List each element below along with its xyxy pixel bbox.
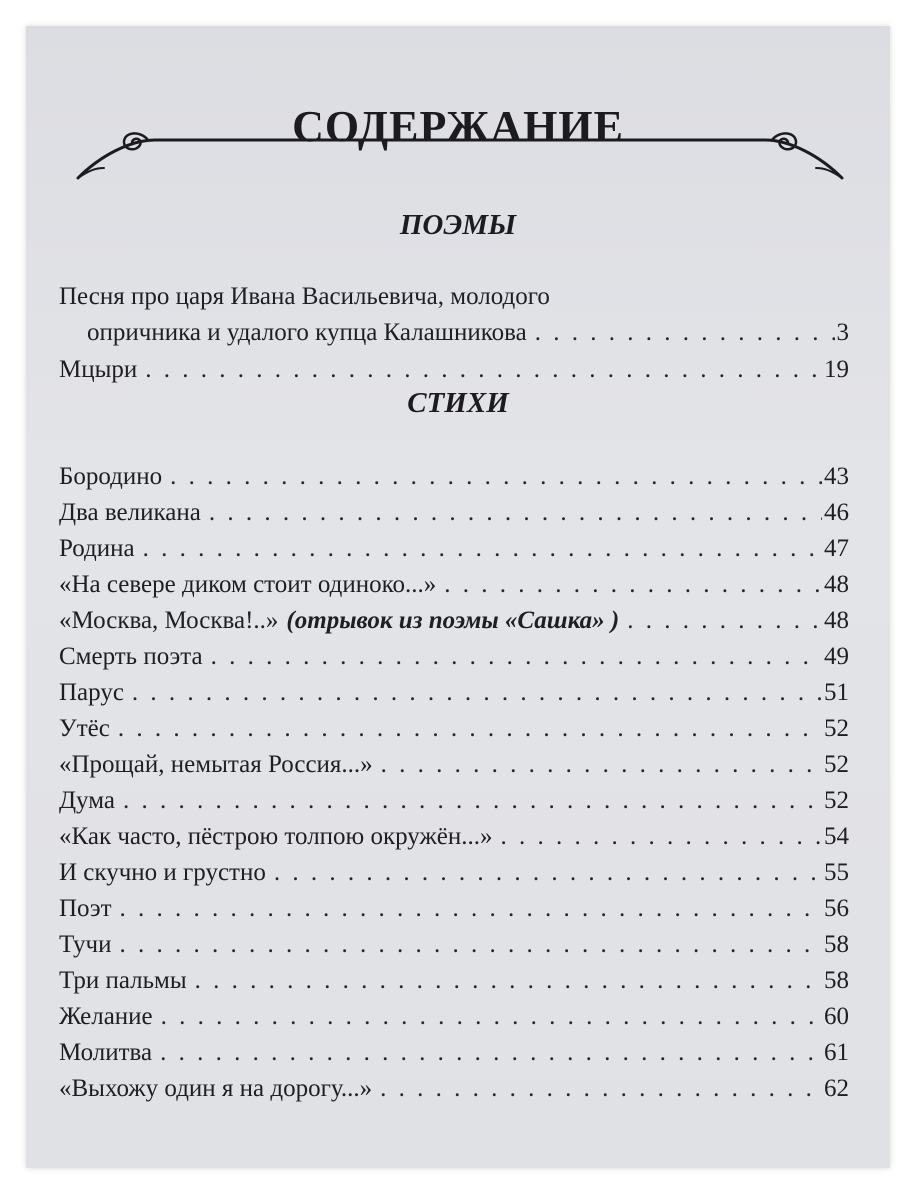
toc-entry-title: «Москва, Москва!..» xyxy=(59,607,279,634)
toc-entry xyxy=(59,497,849,529)
dot-leader xyxy=(380,1073,822,1105)
dot-leader xyxy=(211,641,822,673)
dot-leader xyxy=(195,965,822,997)
toc-entry xyxy=(59,893,849,925)
toc-entry-title: Три пальмы xyxy=(59,967,187,994)
toc-entry-title: «На севере диком стоит одиноко...» xyxy=(59,571,437,598)
toc-entry-page: 51 xyxy=(824,679,849,706)
toc-entry-continuation: Песня про царя Ивана Васильевича, молодого xyxy=(59,283,550,310)
toc-entry-page: 48 xyxy=(824,571,849,598)
dot-leader xyxy=(132,677,822,709)
dot-leader xyxy=(119,929,822,961)
toc-entry xyxy=(59,1073,849,1105)
toc-entry-title: опричника и удалого купца Калашникова xyxy=(87,319,527,346)
toc-entry-page: 58 xyxy=(824,967,849,994)
dot-leader xyxy=(444,569,822,601)
toc-entry-note: (отрывок из поэмы «Сашка» ) xyxy=(286,607,620,634)
toc-entry xyxy=(59,605,849,637)
toc-entry xyxy=(59,929,849,961)
dot-leader xyxy=(535,317,835,349)
toc-entry-title: Бородино xyxy=(59,463,163,490)
dot-leader xyxy=(145,354,822,386)
toc-entry-page: 52 xyxy=(824,751,849,778)
toc-entry-page: 54 xyxy=(824,823,849,850)
page-title: СОДЕРЖАНИЕ xyxy=(292,102,624,151)
toc-entry xyxy=(59,785,849,817)
toc-entry-page: 3 xyxy=(836,319,849,346)
book-page xyxy=(26,26,890,1168)
dot-leader xyxy=(143,533,822,565)
toc-entry-page: 52 xyxy=(824,715,849,742)
toc-entry-page: 61 xyxy=(824,1039,849,1066)
toc-entry-page: 49 xyxy=(824,643,849,670)
section-heading-verses: СТИХИ xyxy=(407,387,509,419)
dot-leader xyxy=(118,713,822,745)
dot-leader xyxy=(381,749,822,781)
toc-entry-title: «Прощай, немытая Россия...» xyxy=(59,751,373,778)
toc-entry-page: 62 xyxy=(824,1075,849,1102)
toc-entry-page: 52 xyxy=(824,787,849,814)
toc-entry xyxy=(59,1037,849,1069)
dot-leader xyxy=(627,605,822,637)
toc-entry-page: 58 xyxy=(824,931,849,958)
toc-entry xyxy=(59,641,849,673)
toc-entry-title: Смерть поэта xyxy=(59,643,203,670)
toc-entry-title: Желание xyxy=(59,1003,153,1030)
dot-leader xyxy=(120,893,822,925)
toc-entry xyxy=(59,965,849,997)
section-heading-poems: ПОЭМЫ xyxy=(399,209,517,241)
toc-entry-page: 46 xyxy=(824,499,849,526)
toc-entry xyxy=(59,569,849,601)
toc-entry xyxy=(87,317,849,349)
ornament-divider-icon xyxy=(60,126,860,196)
toc-entry-title: «Как часто, пёстрою толпою окружён...» xyxy=(59,823,493,850)
toc-entry-page: 56 xyxy=(824,895,849,922)
toc-entry xyxy=(59,713,849,745)
toc-entry-title: Поэт xyxy=(59,895,112,922)
toc-entry-page: 48 xyxy=(824,607,849,634)
toc-entry-title: «Выхожу один я на дорогу...» xyxy=(59,1075,373,1102)
toc-entry-title: И скучно и грустно xyxy=(59,859,266,886)
toc-entry xyxy=(59,533,849,565)
toc-entry xyxy=(59,749,849,781)
toc-entry-title: Парус xyxy=(59,679,124,706)
toc-entry-page: 55 xyxy=(824,859,849,886)
dot-leader xyxy=(160,1037,822,1069)
toc-entry-title: Родина xyxy=(59,535,135,562)
toc-entry-title: Молитва xyxy=(59,1039,153,1066)
dot-leader xyxy=(123,785,822,817)
toc-entry xyxy=(59,354,849,386)
toc-entry-page: 43 xyxy=(824,463,849,490)
toc-entry-title: Тучи xyxy=(59,931,112,958)
toc-entry xyxy=(59,821,849,853)
dot-leader xyxy=(170,461,822,493)
toc-entry-page: 47 xyxy=(824,535,849,562)
toc-entry-page: 19 xyxy=(824,356,849,383)
toc-entry xyxy=(59,1001,849,1033)
toc-entry-title: Два великана xyxy=(59,499,201,526)
dot-leader xyxy=(209,497,822,529)
dot-leader xyxy=(274,857,822,889)
toc-entry-title: Дума xyxy=(59,787,115,814)
toc-entry xyxy=(59,461,849,493)
toc-entry-title: Мцыри xyxy=(59,356,138,383)
toc-entry-title: Утёс xyxy=(59,715,110,742)
toc-entry-page: 60 xyxy=(824,1003,849,1030)
dot-leader xyxy=(500,821,822,853)
toc-entry xyxy=(59,677,849,709)
toc-entry xyxy=(59,857,849,889)
dot-leader xyxy=(161,1001,822,1033)
